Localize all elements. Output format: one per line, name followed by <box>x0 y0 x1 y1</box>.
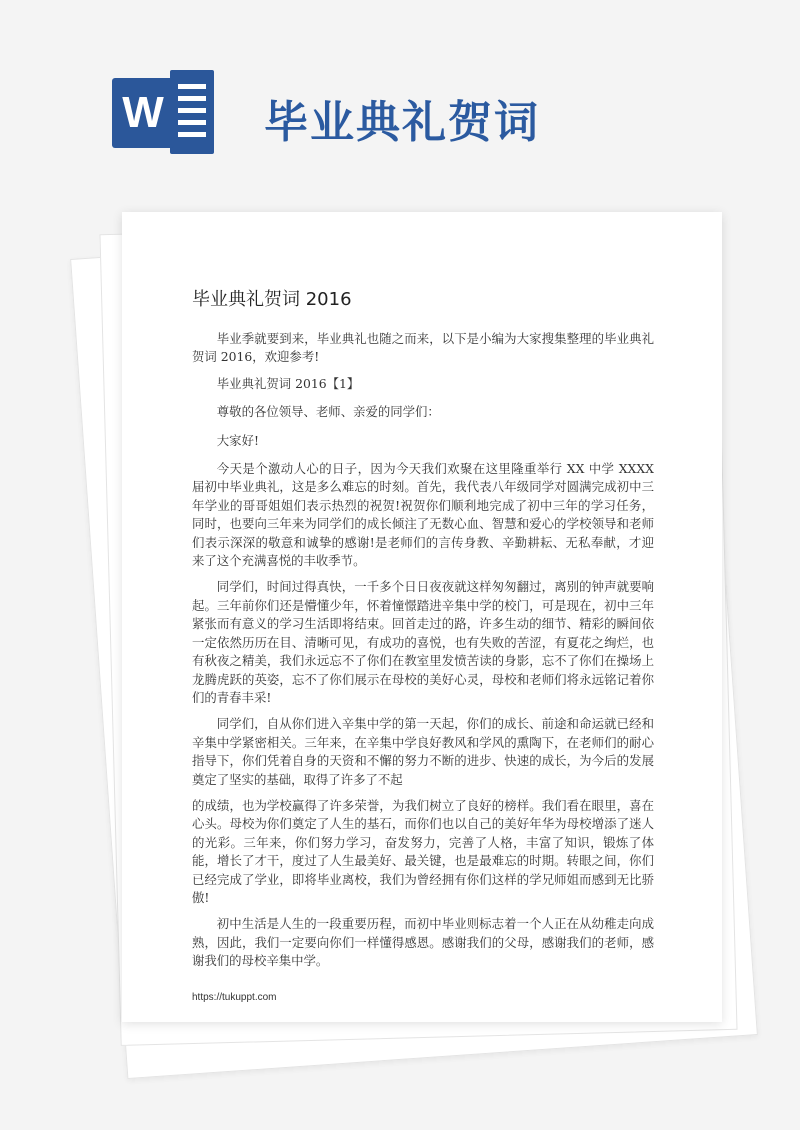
paragraph-body-4: 的成绩，也为学校赢得了许多荣誉，为我们树立了良好的榜样。我们看在眼里，喜在心头。母校为你们奠定了人生的基石，而你们也以自己的美好年华为母校增添了迷人的光彩。三年来，你们努力学习，奋发努力，完善了人格，丰富了知识，锻炼了体能，增长了才干，度过了人生最美好、最关键，也是最难忘的时期。转眼之间，你们已经完成了学业，即将毕业离校，我们为曾经拥有你们这样的学兄师姐而感到无比骄傲! <box>192 797 654 905</box>
paragraph-salutation: 尊敬的各位领导、老师、亲爱的同学们： <box>216 404 440 420</box>
paragraph-body-1: 今天是个激动人心的日子，因为今天我们欢聚在这里隆重举行 XX 中学 XXXX 届初中毕业典礼，这是多么难忘的时刻。首先，我代表八年级同学对圆满完成初中三年学业的哥哥姐姐们表示热烈的祝贺!祝贺你们顺利地完成了初中三年的学习任务，同时，也要向三年来为同学们的成长倾注了无数心血、智慧和爱心的学校领导和老师们表示深深的敬意和诚挚的感谢!是老师们的言传身教、辛勤耕耘、无私奉献，才迎来了这个充满喜悦的丰收季节。 <box>192 461 654 569</box>
document-page <box>122 212 722 1022</box>
paragraph-subheading: 毕业典礼贺词 2016【1】 <box>216 375 360 391</box>
paragraph-body-3: 同学们，自从你们进入辛集中学的第一天起，你们的成长、前途和命运就已经和辛集中学紧密相关。三年来，在辛集中学良好教风和学风的熏陶下，在老师们的耐心指导下，你们凭着自身的天资和不懈的努力不断的进步、快速的成长，为今后的发展奠定了坚实的基础，取得了许多了不起 <box>192 716 654 787</box>
header-title: 毕业典礼贺词 <box>264 97 540 148</box>
paragraph-body-2: 同学们，时间过得真快，一千多个日日夜夜就这样匆匆翻过，离别的钟声就要响起。三年前你们还是懵懂少年，怀着憧憬踏进辛集中学的校门，可是现在，初中三年紧张而有意义的学习生活即将结束。回首走过的路，许多生动的细节、精彩的瞬间依一定依然历历在目、清晰可见，有成功的喜悦，也有失败的苦涩，有夏花之绚烂，也有秋夜之精美，我们永远忘不了你们在教室里发愤苦读的身影，忘不了你们在操场上龙腾虎跃的英姿，忘不了你们展示在母校的美好心灵，母校和老师们将永远铭记着你们的青春丰采! <box>192 579 654 705</box>
word-letter-block: W <box>112 78 174 148</box>
word-icon <box>112 70 212 154</box>
document-body <box>192 330 654 979</box>
paragraph-greeting: 大家好! <box>216 432 259 448</box>
paragraph-body-5: 初中生活是人生的一段重要历程，而初中毕业则标志着一个人正在从幼稚走向成熟，因此，我们一定要向你们一样懂得感恩。感谢我们的父母，感谢我们的老师，感谢我们的母校辛集中学。 <box>192 916 654 969</box>
footer-url: https://tukuppt.com <box>192 992 277 1003</box>
document-lines-graphic <box>170 70 214 154</box>
paragraph-intro: 毕业季就要到来，毕业典礼也随之而来，以下是小编为大家搜集整理的毕业典礼贺词 2016，欢迎参考! <box>192 331 654 365</box>
document-title: 毕业典礼贺词 2016 <box>192 289 352 310</box>
